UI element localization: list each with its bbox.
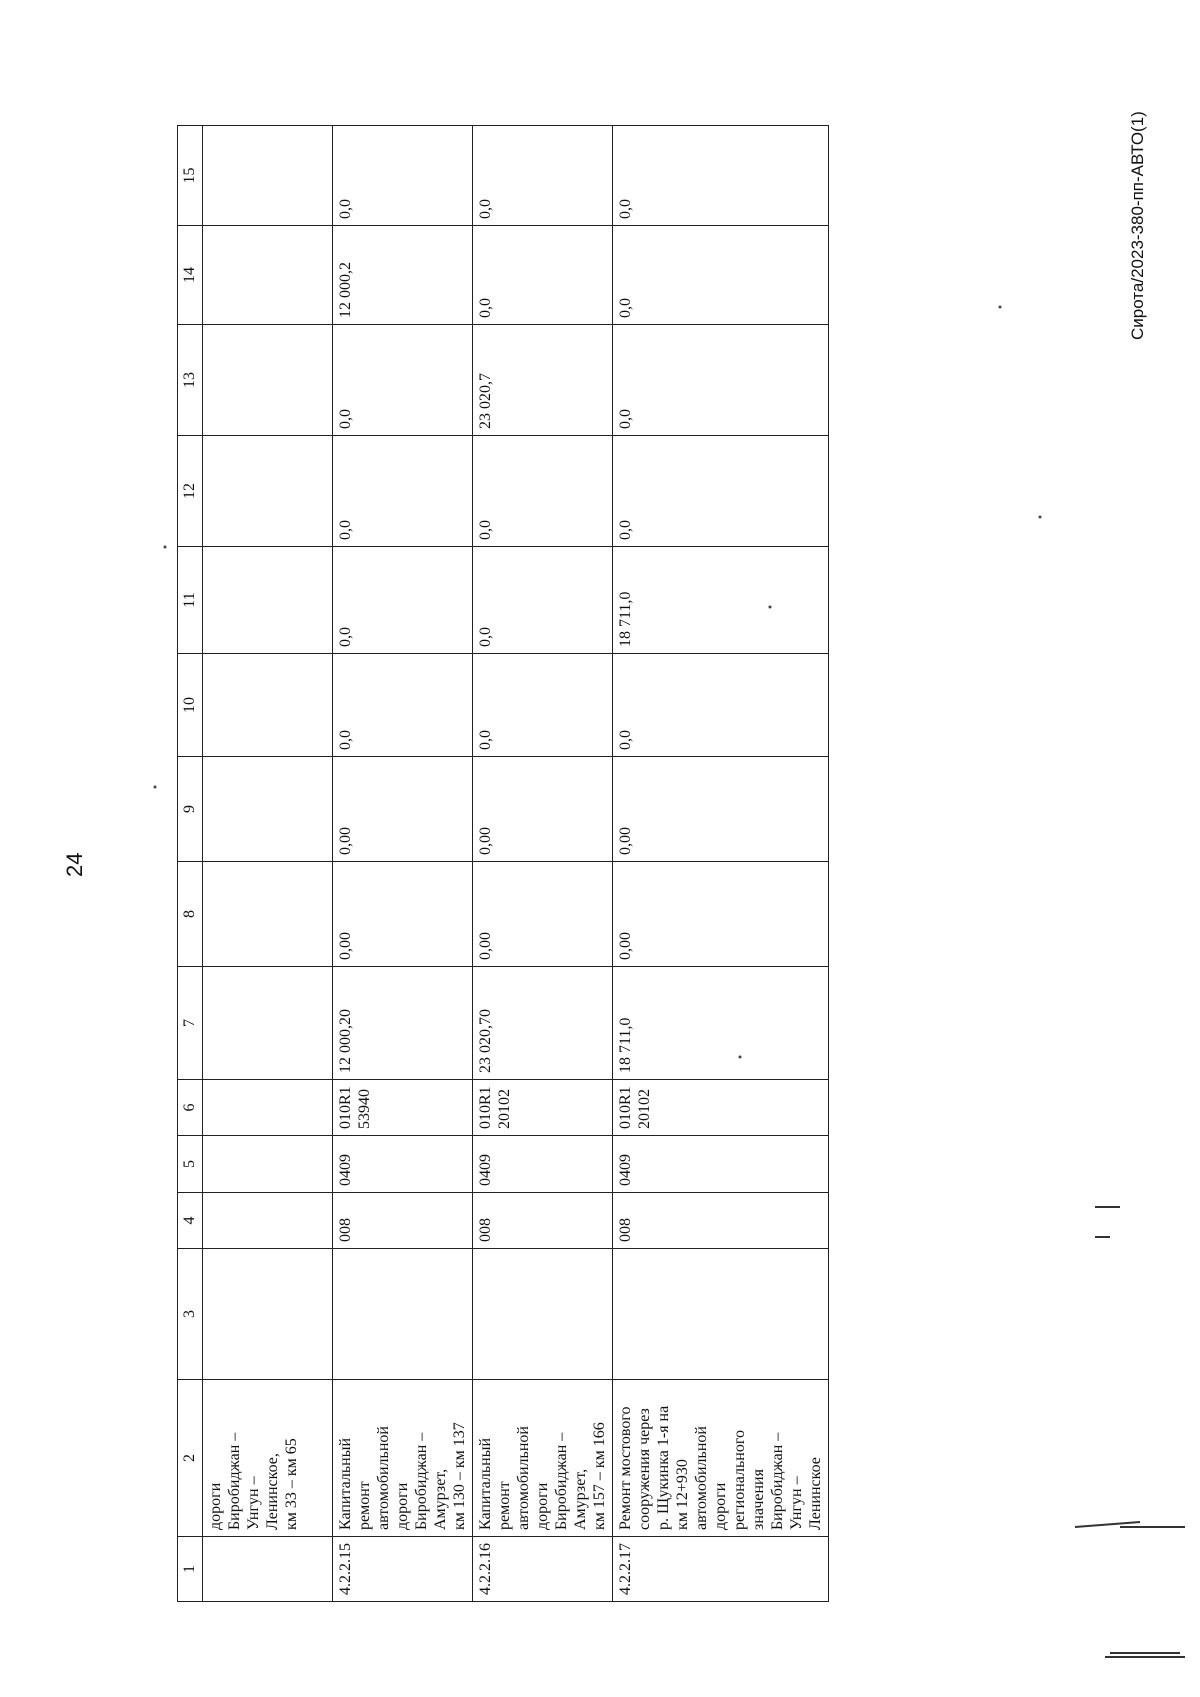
cell-line: км 130 – км 137 [451,1422,468,1530]
cell-line: Амурзет, [572,1468,589,1530]
cell-line: 010R1 [617,1086,634,1129]
table-cell-col-1: 4.2.2.16 [473,1537,613,1602]
table-cell-col-4: 008 [333,1193,473,1249]
cell-line: км 12+930 [674,1459,691,1530]
header-cell: 1 [178,1537,203,1602]
table-cell-col-11: 18 711,0 [613,547,829,654]
cell-line: Ремонт мостового [617,1406,634,1530]
header-cell: 10 [178,654,203,757]
cell-line: 010R1 [337,1086,354,1129]
table-cell-col-12: 0,0 [333,436,473,547]
cell-line: Биробиджан – [413,1432,430,1530]
cell-line: Амурзет, [432,1468,449,1530]
table-cell-col-5: 0409 [333,1136,473,1193]
cell-line: ремонт [356,1481,373,1530]
cell-line: Биробиджан – [553,1432,570,1530]
table-cell-col-10: 0,0 [333,654,473,757]
cell-line: автомобильной [693,1426,710,1530]
header-cell: 2 [178,1380,203,1537]
cell-line: р. Щукинка 1-я на [655,1405,672,1530]
cell-line: Биробиджан – [769,1432,786,1530]
cell-line: 53940 [356,1089,373,1129]
header-cell: 7 [178,967,203,1080]
cell-line: Унгун – [245,1476,262,1530]
table-cell-col-7: 18 711,0 [613,967,829,1080]
cell-line: регионального [731,1429,748,1530]
table-cell-col-12: 0,0 [613,436,829,547]
cell-line: 20102 [496,1089,513,1129]
cell-line: сооружения через [636,1408,653,1530]
cell-line: Капитальный [337,1437,354,1530]
table-cell-col-15: 0,0 [613,126,829,226]
cell-line: ремонт [496,1481,513,1530]
table-cell-col-14: 0,0 [613,226,829,325]
table-cell-col-8: 0,00 [473,862,613,967]
table-cell-col-10: 0,0 [473,654,613,757]
table-cell-col-13: 0,0 [613,325,829,436]
table-cell-col-7: 23 020,70 [473,967,613,1080]
page-number: 24 [62,852,87,877]
header-cell: 4 [178,1193,203,1249]
table-cell-col-14: 0,0 [473,226,613,325]
cell-line: Биробиджан – [226,1432,243,1530]
cell-line: дороги [207,1482,224,1530]
cell-line: Ленинское [807,1457,824,1530]
table-cell-col-8: 0,00 [333,862,473,967]
cell-line: дороги [712,1482,729,1530]
cell-line: км 157 – км 166 [591,1422,608,1530]
cell-line: Капитальный [477,1437,494,1530]
table-cell-col-9: 0,00 [333,757,473,862]
header-cell: 13 [178,325,203,436]
cell-line: автомобильной [515,1426,532,1530]
header-cell: 15 [178,126,203,226]
cell-line: 20102 [636,1089,653,1129]
table-cell-col-15: 0,0 [333,126,473,226]
table-cell-col-9: 0,00 [613,757,829,862]
table-cell-col-9: 0,00 [473,757,613,862]
table-cell-col-4: 008 [613,1193,829,1249]
header-cell: 11 [178,547,203,654]
table-cell-col-13: 23 020,7 [473,325,613,436]
table-cell-col-1: 4.2.2.15 [333,1537,473,1602]
header-cell: 5 [178,1136,203,1193]
cell-line: Унгун – [788,1476,805,1530]
header-cell: 14 [178,226,203,325]
table-cell-col-5: 0409 [613,1136,829,1193]
cell-line: 010R1 [477,1086,494,1129]
table-cell-col-14: 12 000,2 [333,226,473,325]
cell-line: автомобильной [375,1426,392,1530]
header-cell: 12 [178,436,203,547]
header-cell: 8 [178,862,203,967]
header-cell: 6 [178,1080,203,1136]
cell-line: км 33 – км 65 [283,1438,300,1530]
table-cell-col-12: 0,0 [473,436,613,547]
cell-line: Ленинское, [264,1453,281,1530]
table-cell-col-11: 0,0 [473,547,613,654]
table-cell-col-1: 4.2.2.17 [613,1537,829,1602]
header-cell: 3 [178,1249,203,1380]
table-cell-col-10: 0,0 [613,654,829,757]
table-cell-col-7: 12 000,20 [333,967,473,1080]
table-cell-col-8: 0,00 [613,862,829,967]
table-cell-col-5: 0409 [473,1136,613,1193]
cell-line: дороги [394,1482,411,1530]
document-code: Сирота/2023-380-пп-АВТО(1) [1128,111,1147,340]
table-cell-col-4: 008 [473,1193,613,1249]
header-cell: 9 [178,757,203,862]
table-cell-col-11: 0,0 [333,547,473,654]
cell-line: значения [750,1469,767,1530]
table-cell-col-13: 0,0 [333,325,473,436]
table-cell-col-15: 0,0 [473,126,613,226]
cell-line: дороги [534,1482,551,1530]
